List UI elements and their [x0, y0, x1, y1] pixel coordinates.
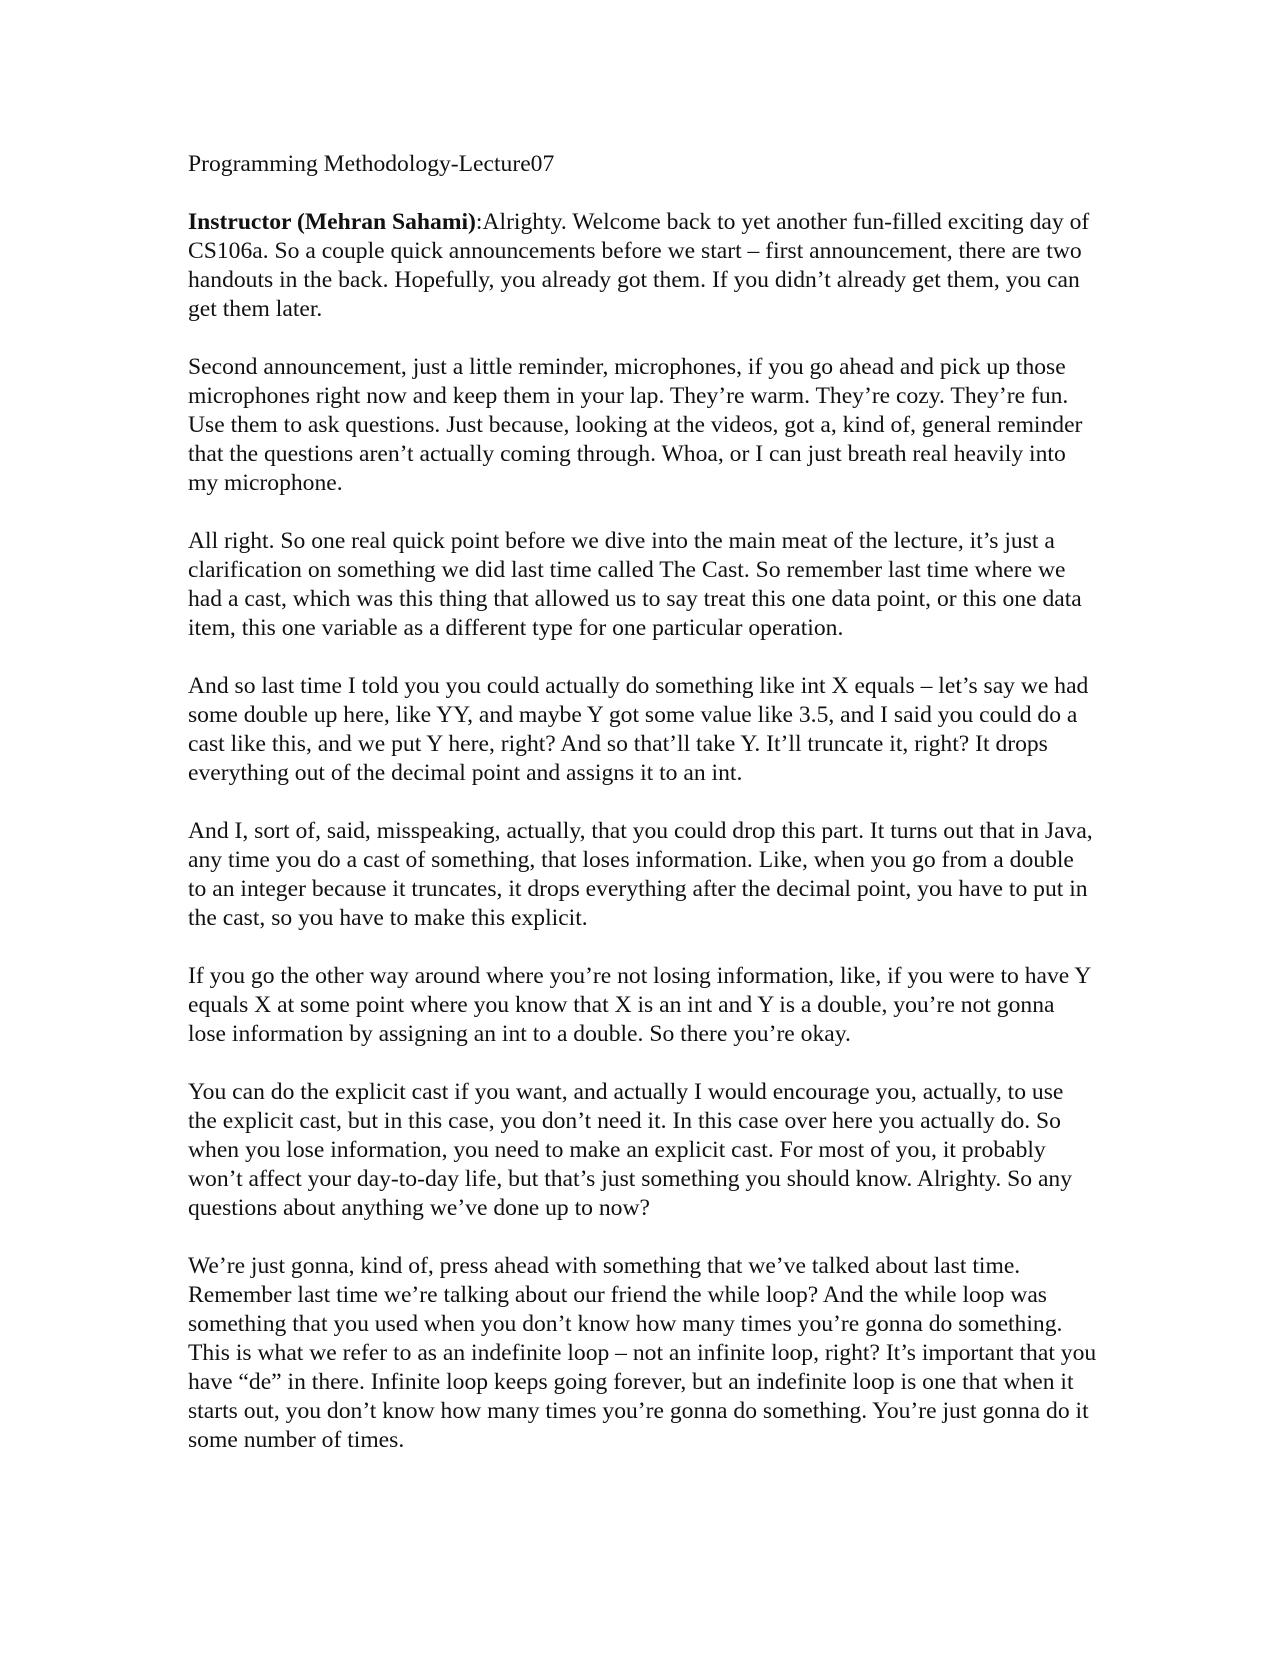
paragraph-2: Second announcement, just a little reminder, microphones, if you go ahead and pick up those microphones right now and keep them in your lap. They’re warm. They’re cozy. They’re fun. Use them to ask questions. Just because, looking at the videos, got a, kind of, general reminder that the questions aren’t actually coming through. Whoa, or I can just breath real heavily into my microphone.: [188, 354, 1083, 496]
speaker-separator: :: [475, 209, 483, 235]
paragraph-4: And so last time I told you you could actually do something like int X equals – let’s say we had some double up here, like YY, and maybe Y got some value like 3.5, and I said you could do a cast like this, and we put Y here, right? And so that’ll take Y. It’ll truncate it, right? It drops everything out of the decimal point and assigns it to an int.: [188, 673, 1089, 786]
paragraph-1: [188, 208, 1098, 324]
paragraph-1-text: Alrighty. Welcome back to yet another fun-filled exciting day of CS106a. So a couple quick announcements before we start – first announcement, there are two handouts in the back. Hopefully, you already got them. If you didn’t already get them, you can get them later.: [188, 209, 1090, 322]
paragraph-8: We’re just gonna, kind of, press ahead with something that we’ve talked about last time. Remember last time we’re talking about our friend the while loop? And the while loop was something that you used when you don’t know how many times you’re gonna do something. This is what we refer to as an indefinite loop – not an infinite loop, right? It’s important that you have “de” in there. Infinite loop keeps going forever, but an indefinite loop is one that when it starts out, you don’t know how many times you’re gonna do something. You’re just gonna do it some number of times.: [188, 1253, 1097, 1453]
speaker-label: Instructor (Mehran Sahami): [188, 209, 476, 235]
paragraph-6: If you go the other way around where you’re not losing information, like, if you were to have Y equals X at some point where you know that X is an int and Y is a double, you’re not gonna lose information by assigning an int to a double. So there you’re okay.: [188, 963, 1091, 1047]
transcript-body: [188, 150, 1098, 1455]
paragraph-5: And I, sort of, said, misspeaking, actually, that you could drop this part. It turns out that in Java, any time you do a cast of something, that loses information. Like, when you go from a double to an integer because it truncates, it drops everything after the decimal point, you have to put in the cast, so you have to make this explicit.: [188, 818, 1093, 931]
paragraph-3: All right. So one real quick point before we dive into the main meat of the lecture, it’s just a clarification on something we did last time called The Cast. So remember last time where we had a cast, which was this thing that allowed us to say treat this one data point, or this one data item, this one variable as a different type for one particular operation.: [188, 528, 1082, 641]
document-title: Programming Methodology-Lecture07: [188, 151, 555, 177]
paragraph-7: You can do the explicit cast if you want, and actually I would encourage you, actually, to use the explicit cast, but in this case, you don’t need it. In this case over here you actually do. So when you lose information, you need to make an explicit cast. For most of you, it probably won’t affect your day-to-day life, but that’s just something you should know. Alrighty. So any questions about anything we’ve done up to now?: [188, 1079, 1073, 1221]
